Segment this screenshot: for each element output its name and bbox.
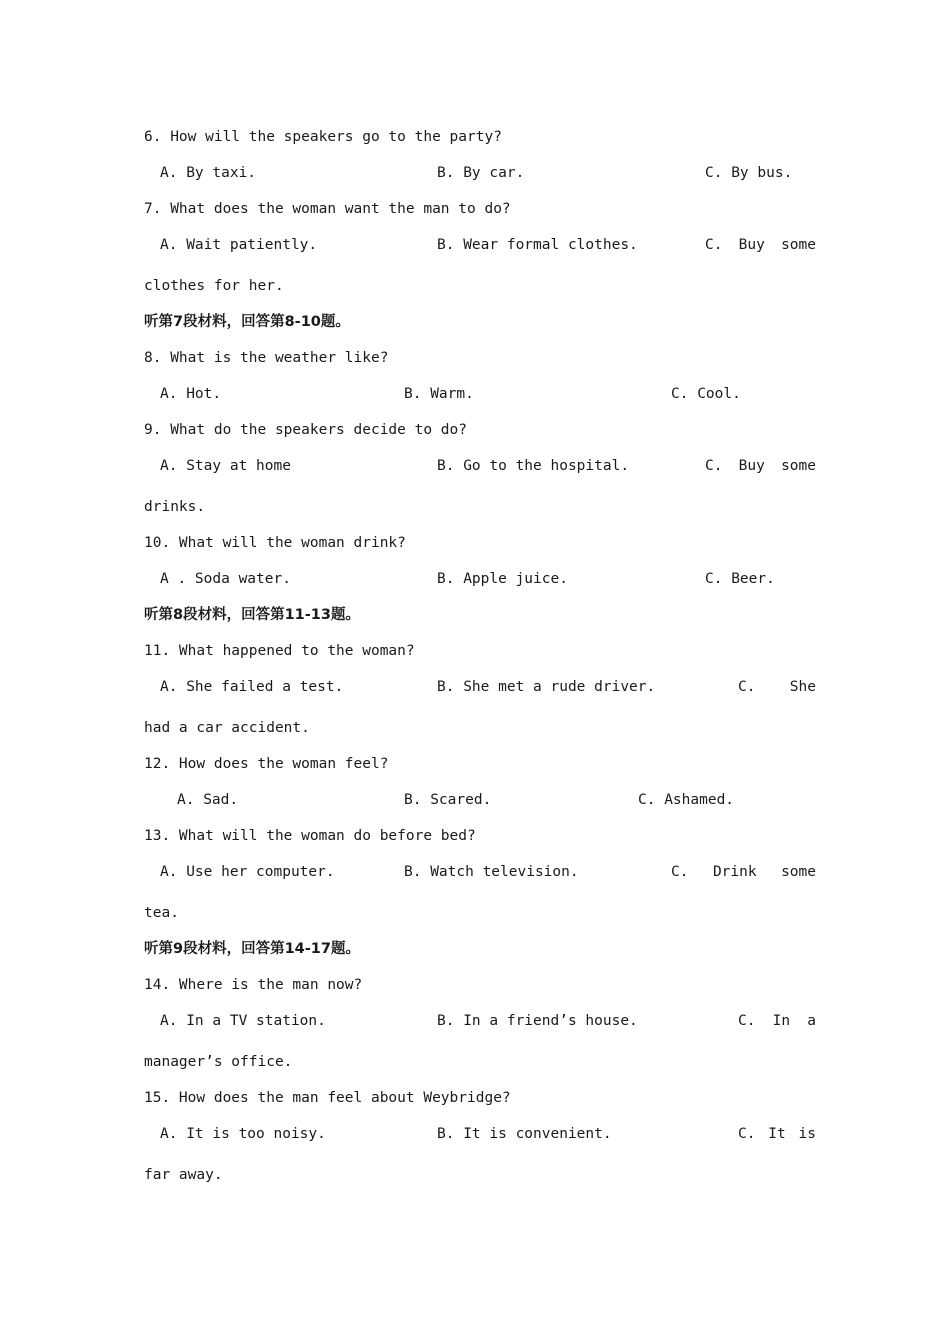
question-15-option-c [738, 1124, 816, 1144]
option-c-word: some [781, 237, 816, 253]
question-8-option-a: A. Hot. [160, 386, 222, 402]
question-15-option-c-continued: far away. [144, 1167, 223, 1183]
question-10-option-a: A . Soda water. [160, 571, 291, 587]
question-8-option-c: C. Cool. [671, 386, 741, 402]
option-c-word: It [768, 1126, 786, 1142]
section-heading-9: 听第9段材料，回答第14-17题。 [144, 941, 360, 957]
question-12-option-b: B. Scared. [404, 792, 492, 808]
question-10-option-b: B. Apple juice. [437, 571, 568, 587]
question-11-option-c [738, 677, 816, 697]
question-14-option-a: A. In a TV station. [160, 1013, 326, 1029]
question-7-option-c [705, 235, 816, 255]
question-6-option-b: B. By car. [437, 165, 525, 181]
option-c-word: She [789, 679, 816, 695]
question-9-option-b: B. Go to the hospital. [437, 458, 630, 474]
question-11-option-a: A. She failed a test. [160, 679, 344, 695]
question-9-option-c [705, 456, 816, 476]
question-12-option-c: C. Ashamed. [638, 792, 735, 808]
question-9-stem: 9. What do the speakers decide to do? [144, 422, 468, 438]
question-6-option-a: A. By taxi. [160, 165, 257, 181]
question-10-option-c: C. Beer. [705, 571, 775, 587]
question-7-option-c-continued: clothes for her. [144, 278, 284, 294]
section-heading-7: 听第7段材料，回答第8-10题。 [144, 314, 350, 330]
option-c-letter: C. [705, 458, 723, 474]
option-c-letter: C. [738, 679, 756, 695]
question-8-stem: 8. What is the weather like? [144, 350, 389, 366]
option-c-letter: C. [705, 237, 723, 253]
question-14-option-b: B. In a friend’s house. [437, 1013, 638, 1029]
option-c-word: a [807, 1013, 816, 1029]
option-c-word: Drink [712, 864, 757, 880]
question-14-stem: 14. Where is the man now? [144, 977, 363, 993]
question-11-option-b: B. She met a rude driver. [437, 679, 656, 695]
question-7-stem: 7. What does the woman want the man to do? [144, 201, 511, 217]
question-8-option-b: B. Warm. [404, 386, 474, 402]
option-c-word: is [798, 1126, 816, 1142]
question-13-option-c-continued: tea. [144, 905, 179, 921]
question-13-stem: 13. What will the woman do before bed? [144, 828, 476, 844]
question-11-option-c-continued: had a car accident. [144, 720, 310, 736]
option-c-word: some [781, 458, 816, 474]
option-c-letter: C. [671, 864, 689, 880]
option-c-word: Buy [738, 237, 765, 253]
option-c-word: In [772, 1013, 791, 1029]
option-c-word: Buy [738, 458, 765, 474]
question-10-stem: 10. What will the woman drink? [144, 535, 406, 551]
question-11-stem: 11. What happened to the woman? [144, 643, 415, 659]
question-9-option-a: A. Stay at home [160, 458, 291, 474]
question-15-option-a: A. It is too noisy. [160, 1126, 326, 1142]
question-7-option-b: B. Wear formal clothes. [437, 237, 638, 253]
question-9-option-c-continued: drinks. [144, 499, 206, 515]
question-15-option-b: B. It is convenient. [437, 1126, 612, 1142]
question-13-option-c [671, 862, 816, 882]
question-12-option-a: A. Sad. [177, 792, 239, 808]
question-12-stem: 12. How does the woman feel? [144, 756, 389, 772]
section-heading-8: 听第8段材料，回答第11-13题。 [144, 607, 360, 623]
question-14-option-c [738, 1011, 816, 1031]
question-6-option-c: C. By bus. [705, 165, 793, 181]
question-14-option-c-continued: manager’s office. [144, 1054, 293, 1070]
option-c-letter: C. [738, 1126, 756, 1142]
question-7-option-a: A. Wait patiently. [160, 237, 318, 253]
question-15-stem: 15. How does the man feel about Weybridge? [144, 1090, 511, 1106]
question-13-option-b: B. Watch television. [404, 864, 579, 880]
option-c-word: some [781, 864, 816, 880]
question-6-stem: 6. How will the speakers go to the party? [144, 129, 502, 145]
option-c-letter: C. [738, 1013, 756, 1029]
question-13-option-a: A. Use her computer. [160, 864, 335, 880]
